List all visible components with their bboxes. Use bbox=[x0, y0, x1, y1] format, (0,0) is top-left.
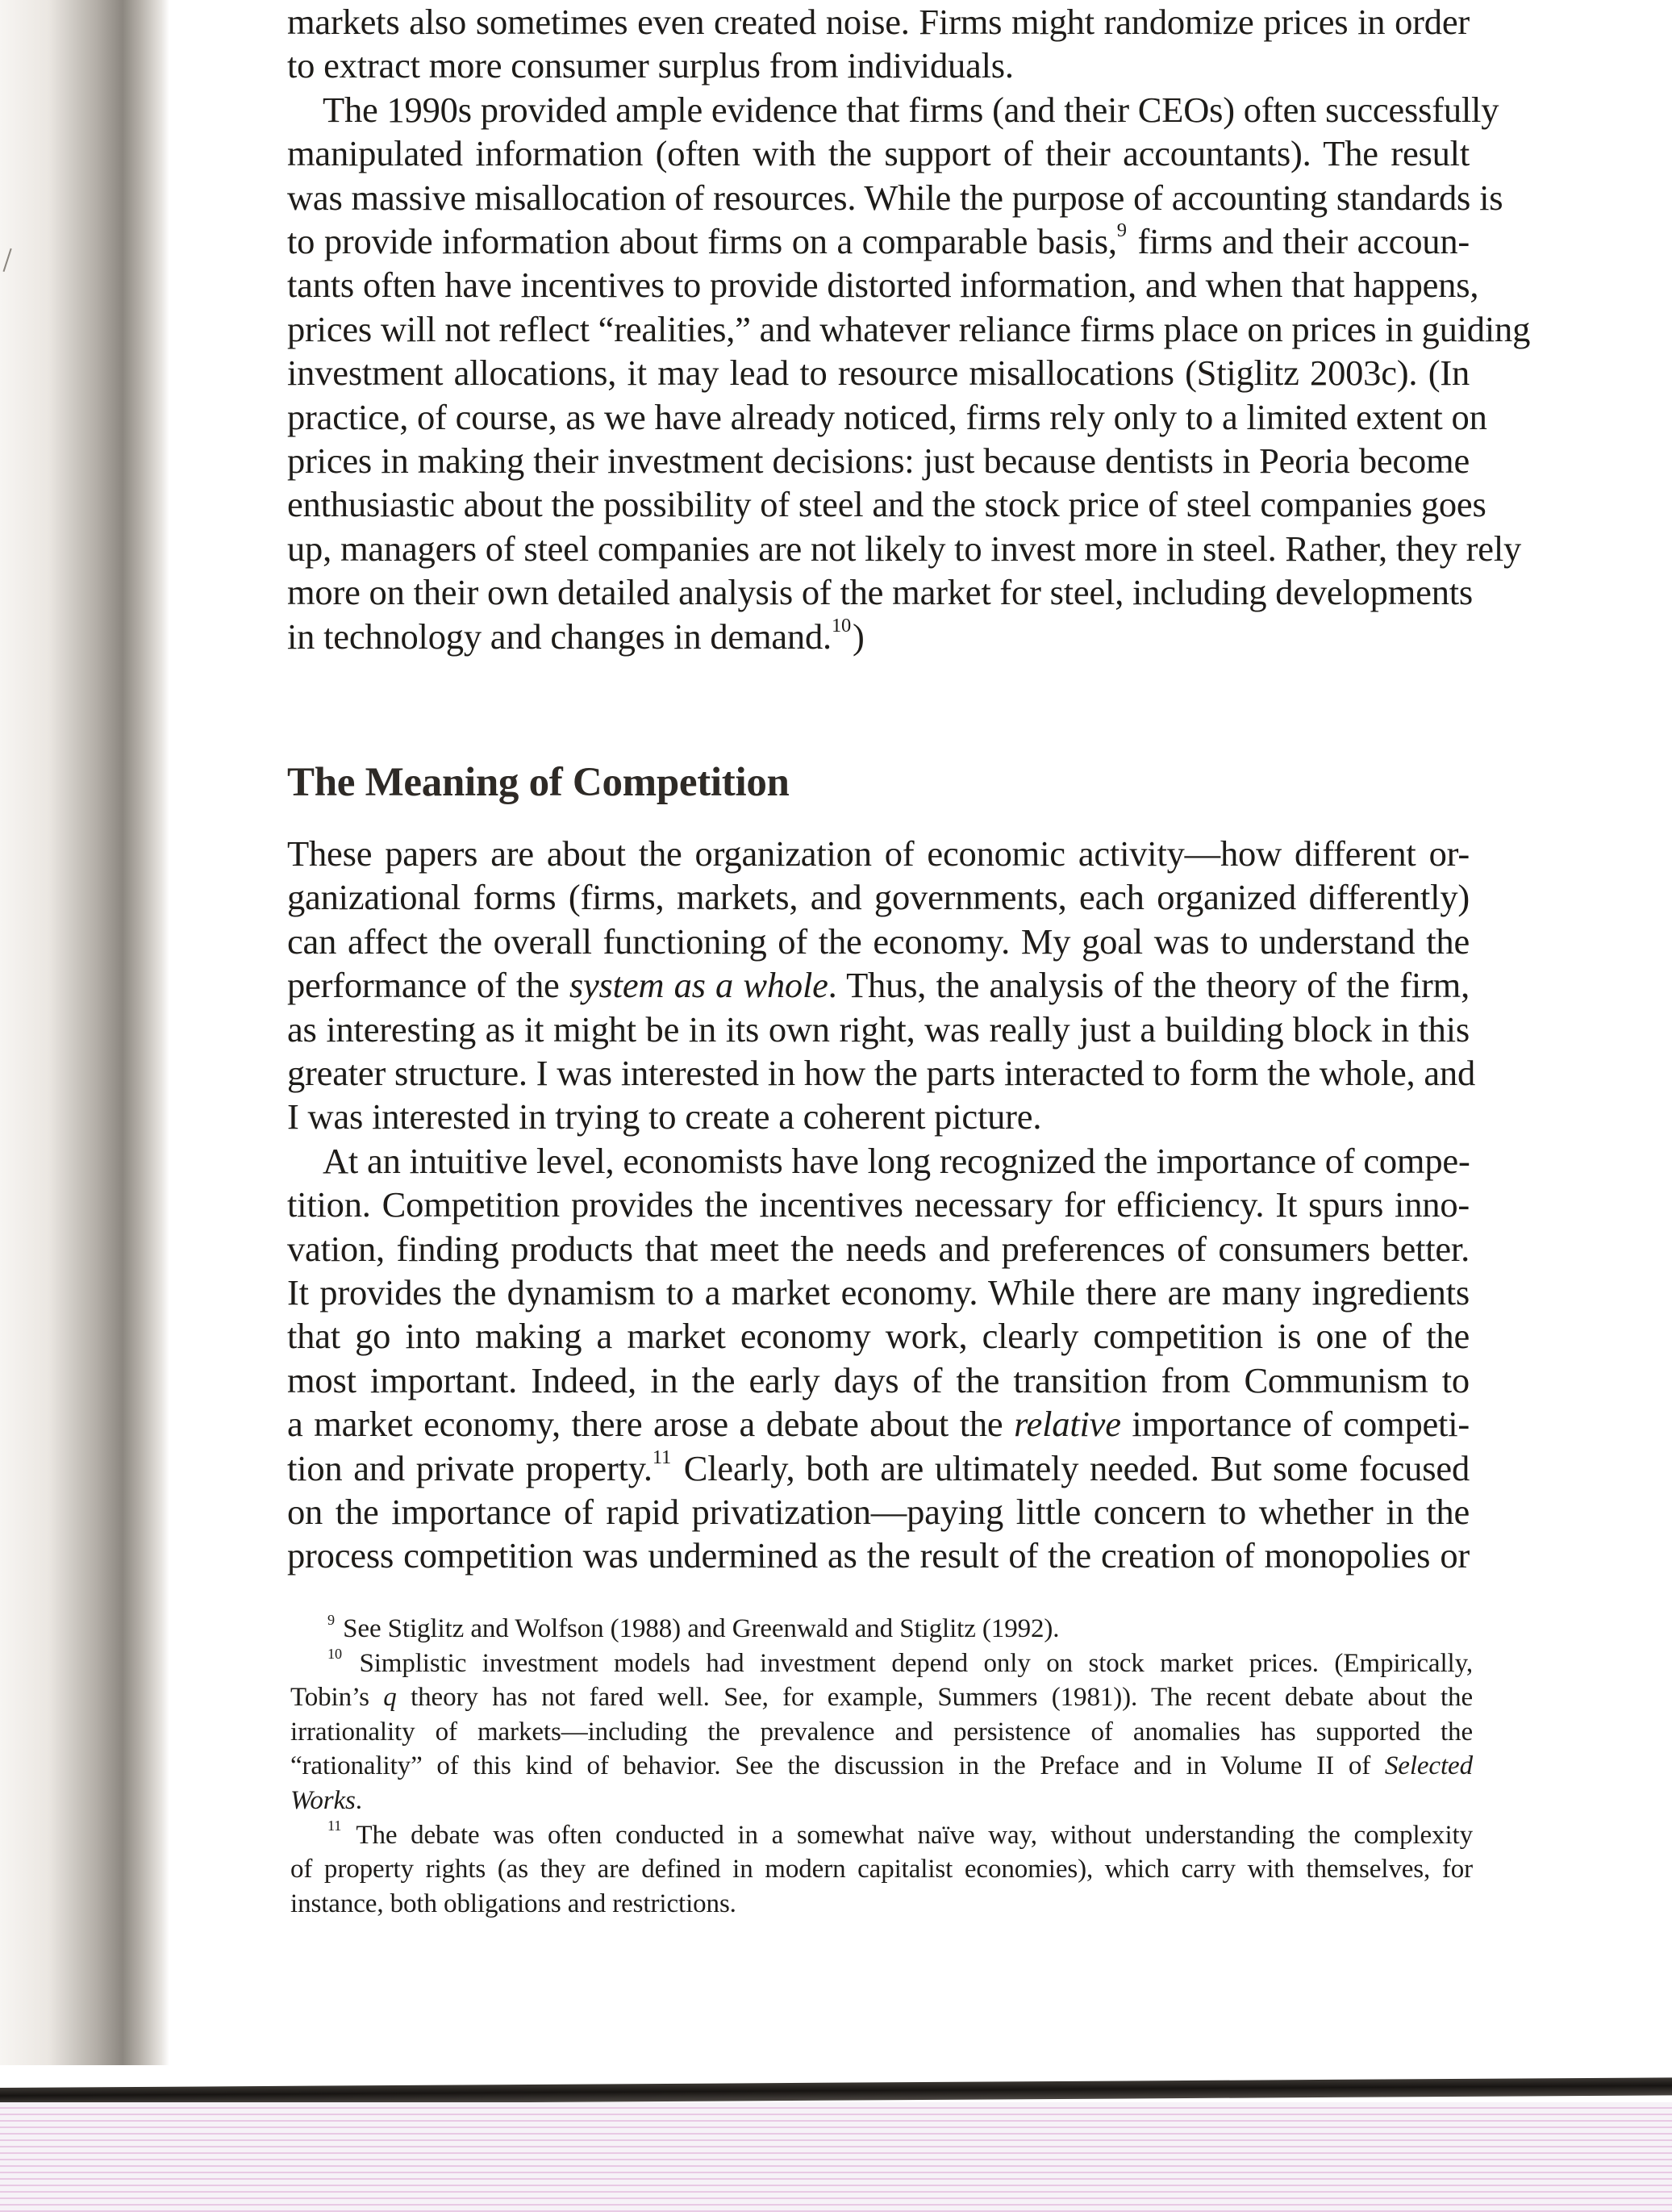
text-line: practice, of course, as we have already noticed, firms rely only to a limited extent on bbox=[287, 396, 1487, 437]
footnote-10-line bbox=[290, 1646, 1473, 1681]
footnote-11-line: instance, both obligations and restrictions. bbox=[290, 1889, 736, 1918]
text-line: more on their own detailed analysis of the market for steel, including developments bbox=[287, 572, 1474, 613]
footnote-text: theory has not fared well. See, for example, Summers (1981)). The recent debate about the bbox=[396, 1683, 1473, 1713]
page-bottom-edge bbox=[0, 2077, 1672, 2106]
text-run: in technology and changes in demand. bbox=[287, 616, 832, 657]
text-line: most important. Indeed, in the early days of the transition from Communism to bbox=[287, 1359, 1470, 1400]
text-line bbox=[287, 1446, 1470, 1490]
text-run: . Thus, the analysis of the theory of the firm, bbox=[828, 965, 1470, 1006]
text-line: manipulated information (often with the support of their accountants). The result bbox=[287, 133, 1470, 174]
text-line: markets also sometimes even created noise. Firms might randomize prices in order bbox=[287, 2, 1470, 42]
text-line: I was interested in trying to create a coherent picture. bbox=[287, 1096, 1042, 1137]
text-run: to provide information about firms on a comparable basis, bbox=[287, 221, 1117, 262]
text-line: It provides the dynamism to a market economy. While there are many ingredients bbox=[287, 1272, 1470, 1313]
scanner-bed-area bbox=[0, 2102, 1672, 2212]
text-line bbox=[287, 219, 1470, 263]
paragraph-organization bbox=[287, 832, 1476, 1139]
text-run: tion and private property. bbox=[287, 1447, 653, 1488]
text-line bbox=[287, 1402, 1470, 1446]
text-line: vation, finding products that meet the needs and preferences of consumers better. bbox=[287, 1228, 1470, 1269]
text-line: At an intuitive level, economists have long recognized the importance of compe- bbox=[323, 1140, 1470, 1181]
text-run: importance of competi- bbox=[1120, 1404, 1470, 1445]
footnote-marker: 10 bbox=[327, 1646, 342, 1663]
footnote-text: “rationality” of this kind of behavior. See the discussion in the Preface and in Volume II of bbox=[290, 1751, 1385, 1781]
paragraph-1990s-evidence bbox=[287, 88, 1531, 658]
footnote-10-line: irrationality of markets—including the prevalence and persistence of anomalies has supported the bbox=[290, 1717, 1473, 1747]
text-run: ) bbox=[853, 616, 865, 657]
text-line: up, managers of steel companies are not likely to invest more in steel. Rather, they rely bbox=[287, 528, 1522, 569]
paragraph-continuation bbox=[287, 0, 1470, 88]
text-line bbox=[287, 615, 1470, 658]
text-line bbox=[287, 963, 1470, 1007]
text-line: tants often have incentives to provide distorted information, and when that happens, bbox=[287, 265, 1479, 306]
text-run: performance of the bbox=[287, 965, 569, 1006]
text-line: that go into making a market economy work, clearly competition is one of the bbox=[287, 1316, 1470, 1357]
footnote-10-line bbox=[290, 1749, 1473, 1784]
footnote-10-line bbox=[290, 1784, 1473, 1818]
text-line: The 1990s provided ample evidence that firms (and their CEOs) often successfully bbox=[323, 89, 1499, 130]
text-line: was massive misallocation of resources. While the purpose of accounting standards is bbox=[287, 177, 1503, 218]
text-line: enthusiastic about the possibility of steel and the stock price of steel companies goes bbox=[287, 484, 1486, 525]
text-line: on the importance of rapid privatization—paying little concern to whether in the bbox=[287, 1492, 1470, 1533]
footnote-11-line bbox=[290, 1818, 1473, 1853]
text-line: greater structure. I was interested in how the parts interacted to form the whole, and bbox=[287, 1053, 1476, 1094]
emphasis-text: q bbox=[383, 1683, 397, 1713]
footnote-11-line: of property rights (as they are defined in modern capitalist economies), which carry with themselves, for bbox=[290, 1855, 1473, 1884]
text-line: prices will not reflect “realities,” and whatever reliance firms place on prices in guiding bbox=[287, 308, 1531, 349]
footnote-9 bbox=[290, 1612, 1473, 1646]
text-line: prices in making their investment decisions: just because dentists in Peoria become bbox=[287, 440, 1470, 482]
footnote-text: The debate was often conducted in a somewhat naïve way, without understanding the complexity bbox=[356, 1820, 1473, 1850]
footnote-text: . bbox=[355, 1785, 362, 1815]
text-run: firms and their accoun- bbox=[1137, 221, 1470, 262]
text-line: ganizational forms (firms, markets, and governments, each organized differently) bbox=[287, 877, 1470, 918]
footnote-marker: 9 bbox=[327, 1611, 335, 1628]
text-line: investment allocations, it may lead to resource misallocations (Stiglitz 2003c). (In bbox=[287, 353, 1470, 394]
footnote-ref-9[interactable]: 9 bbox=[1116, 219, 1127, 242]
paragraph-competition bbox=[287, 1139, 1470, 1578]
text-line: process competition was undermined as the result of the creation of monopolies or bbox=[287, 1535, 1470, 1576]
text-line: to extract more consumer surplus from individuals. bbox=[287, 45, 1014, 86]
footnote-marker: 11 bbox=[327, 1818, 342, 1834]
section-heading: The Meaning of Competition bbox=[287, 760, 790, 805]
footnote-ref-11[interactable]: 11 bbox=[652, 1446, 671, 1468]
binding-gutter-shadow bbox=[0, 0, 169, 2065]
footnote-text: See Stiglitz and Wolfson (1988) and Greenwald and Stiglitz (1992). bbox=[343, 1614, 1060, 1643]
footnote-ref-10[interactable]: 10 bbox=[831, 614, 852, 636]
text-run: Clearly, both are ultimately needed. But some focused bbox=[672, 1447, 1470, 1488]
footnote-text: Tobin’s bbox=[290, 1683, 384, 1713]
emphasis-text: relative bbox=[1014, 1404, 1121, 1445]
footnote-10-line bbox=[290, 1680, 1473, 1715]
emphasis-text: system as a whole bbox=[569, 965, 828, 1006]
text-line: tition. Competition provides the incentives necessary for efficiency. It spurs inno- bbox=[287, 1184, 1470, 1225]
footnote-text: Simplistic investment models had investment depend only on stock market prices. (Empirically, bbox=[359, 1648, 1474, 1678]
emphasis-text: Works bbox=[290, 1785, 356, 1815]
text-run: a market economy, there arose a debate about the bbox=[287, 1404, 1015, 1445]
emphasis-text: Selected bbox=[1384, 1751, 1473, 1781]
text-line: as interesting as it might be in its own right, was really just a building block in this bbox=[287, 1008, 1470, 1050]
footnotes-block bbox=[290, 1612, 1473, 1921]
text-line: These papers are about the organization of economic activity—how different or- bbox=[287, 833, 1470, 874]
text-line: can affect the overall functioning of the economy. My goal was to understand the bbox=[287, 920, 1470, 962]
